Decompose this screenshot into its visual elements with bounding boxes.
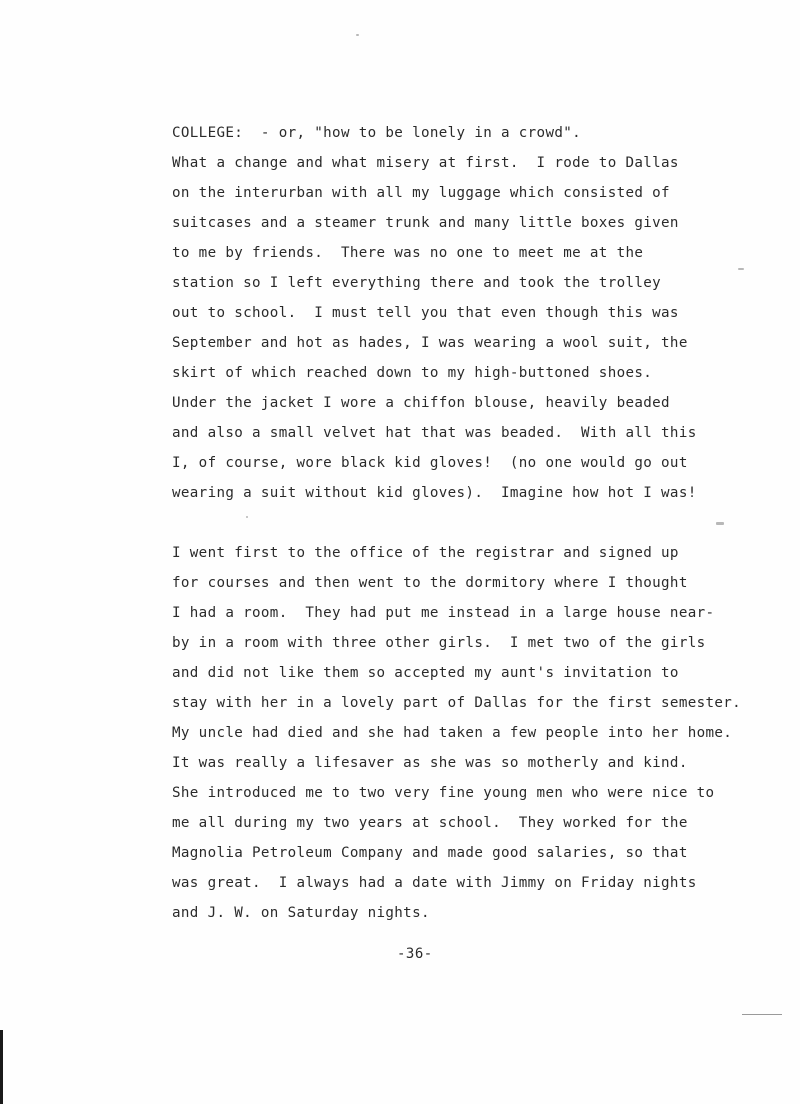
text-line: My uncle had died and she had taken a few people into her home. [172, 725, 733, 741]
scan-speck [246, 516, 248, 518]
text-line: and did not like them so accepted my aunt's invitation to [172, 665, 679, 681]
text-line: by in a room with three other girls. I met two of the girls [172, 635, 706, 651]
text-line: September and hot as hades, I was wearing a wool suit, the [172, 335, 688, 351]
text-line: She introduced me to two very fine young men who were nice to [172, 785, 715, 801]
text-line: for courses and then went to the dormitory where I thought [172, 575, 688, 591]
text-line: and also a small velvet hat that was beaded. With all this [172, 425, 697, 441]
text-line: COLLEGE: - or, "how to be lonely in a crowd". [172, 125, 582, 141]
text-line: out to school. I must tell you that even though this was [172, 305, 679, 321]
scan-speck [356, 34, 359, 36]
text-line: What a change and what misery at first. I rode to Dallas [172, 155, 679, 171]
text-line: to me by friends. There was no one to meet me at the [172, 245, 644, 261]
scan-speck [716, 522, 724, 525]
text-line: Under the jacket I wore a chiffon blouse, heavily beaded [172, 395, 670, 411]
text-line: Magnolia Petroleum Company and made good salaries, so that [172, 845, 688, 861]
text-line: me all during my two years at school. They worked for the [172, 815, 688, 831]
text-line: It was really a lifesaver as she was so motherly and kind. [172, 755, 688, 771]
binding-edge [0, 1030, 3, 1104]
text-line: I, of course, wore black kid gloves! (no one would go out [172, 455, 688, 471]
text-line: I went first to the office of the registrar and signed up [172, 545, 679, 561]
text-line: was great. I always had a date with Jimmy on Friday nights [172, 875, 697, 891]
text-line: stay with her in a lovely part of Dallas for the first semester. [172, 695, 742, 711]
text-line: skirt of which reached down to my high-buttoned shoes. [172, 365, 653, 381]
text-line: station so I left everything there and took the trolley [172, 275, 662, 291]
scan-rule-mark [742, 1014, 782, 1015]
text-line: on the interurban with all my luggage which consisted of [172, 185, 670, 201]
page-number: -36- [397, 946, 433, 962]
text-line: I had a room. They had put me instead in a large house near- [172, 605, 715, 621]
scan-speck [738, 268, 744, 270]
text-line: suitcases and a steamer trunk and many little boxes given [172, 215, 679, 231]
text-line: and J. W. on Saturday nights. [172, 905, 430, 921]
text-line: wearing a suit without kid gloves). Imagine how hot I was! [172, 485, 697, 501]
